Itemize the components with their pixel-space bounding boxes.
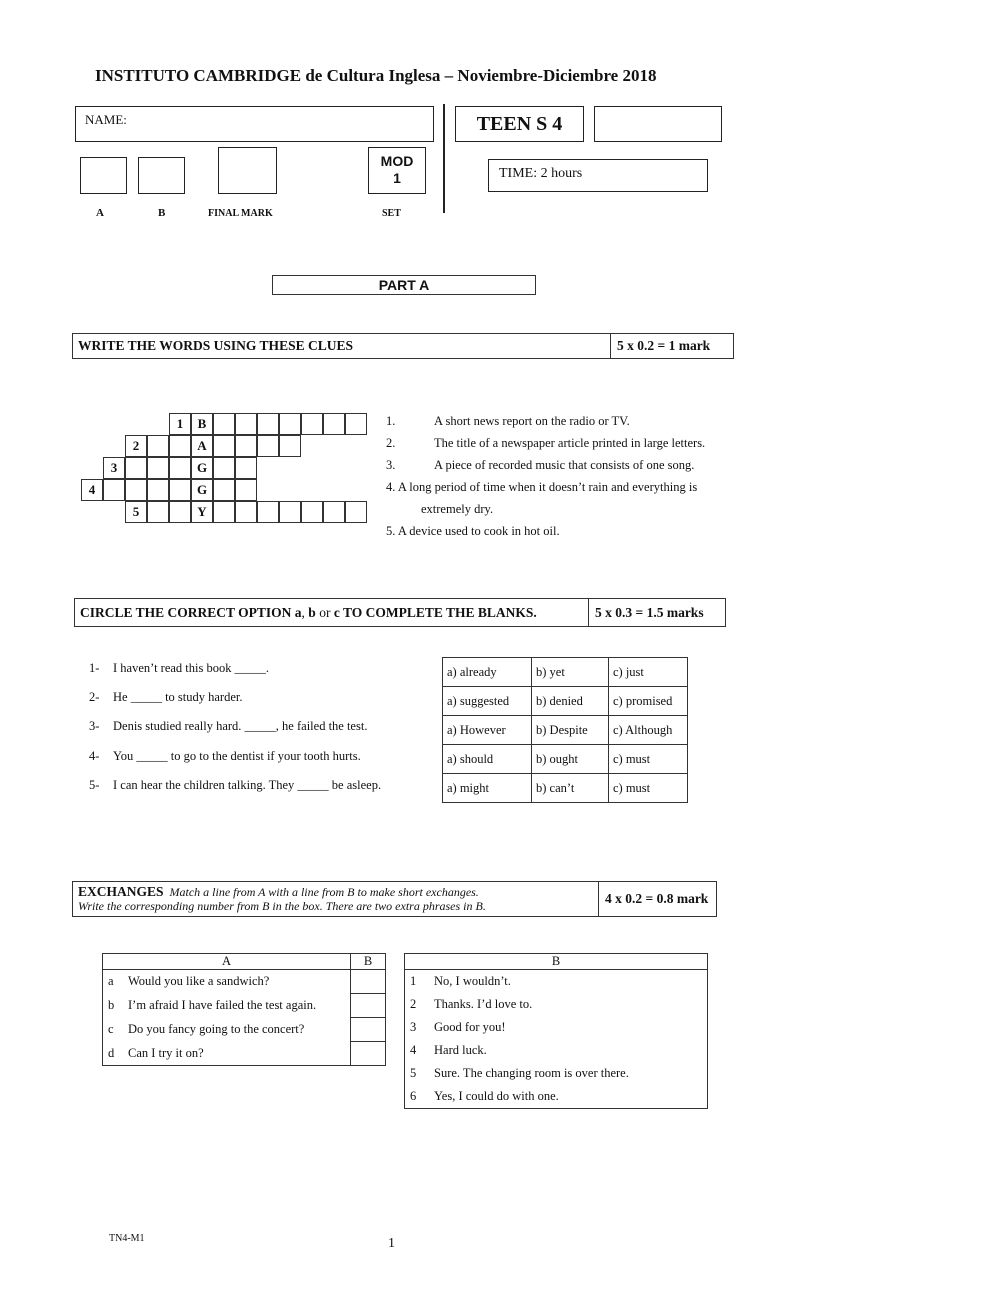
- exchange-a-row: [103, 994, 386, 1018]
- item-number: 4: [410, 1043, 417, 1057]
- item-letter: d: [108, 1045, 115, 1060]
- question-item: [89, 778, 381, 793]
- label-set: SET: [382, 208, 401, 219]
- exchange-b-row: [405, 1085, 708, 1109]
- t: c: [333, 605, 340, 620]
- options-table: [442, 657, 688, 803]
- t: TO COMPLETE THE BLANKS.: [339, 605, 537, 620]
- option-b[interactable]: b) Despite: [532, 716, 609, 745]
- crossword-cell[interactable]: [257, 413, 279, 435]
- name-field[interactable]: [75, 106, 434, 142]
- section1-marks: 5 x 0.2 = 1 mark: [617, 338, 711, 353]
- exchange-a-row: [103, 1042, 386, 1066]
- t: or: [315, 605, 334, 620]
- t: Write the corresponding number from B in the box. There are two extra phrases in B.: [78, 899, 486, 913]
- exchange-b-row: [405, 993, 708, 1016]
- part-heading: PART A: [272, 275, 536, 295]
- option-row: [443, 658, 688, 687]
- t: Match a line from A with a line from B to make short exchanges.: [169, 885, 479, 899]
- crossword-cell[interactable]: [125, 457, 147, 479]
- clue-text: extremely dry.: [421, 502, 494, 516]
- item-letter: b: [108, 998, 115, 1012]
- crossword-cell[interactable]: [213, 479, 235, 501]
- clue-item: [386, 414, 630, 429]
- question-number: 2-: [89, 690, 100, 705]
- question-text: I can hear the children talking. They _____ be asleep.: [113, 777, 382, 792]
- option-c[interactable]: c) must: [609, 774, 688, 803]
- question-number: 4-: [89, 748, 100, 763]
- section2-header: [74, 598, 726, 627]
- document-title: INSTITUTO CAMBRIDGE de Cultura Inglesa – Noviembre-Diciembre 2018: [95, 66, 657, 85]
- crossword-cell[interactable]: [235, 413, 257, 435]
- question-text: Denis studied really hard. _____, he failed the test.: [113, 719, 368, 734]
- crossword-cell[interactable]: [147, 435, 169, 457]
- option-a[interactable]: a) should: [443, 745, 532, 774]
- answer-box[interactable]: [351, 994, 386, 1018]
- option-b[interactable]: b) can’t: [532, 774, 609, 803]
- item-number: 5: [410, 1066, 417, 1080]
- section3-header: [72, 881, 717, 917]
- section2-marks: 5 x 0.3 = 1.5 marks: [595, 604, 704, 620]
- crossword-letter-cell: G: [191, 457, 213, 479]
- clue-number: 1.: [386, 414, 396, 428]
- exchange-b-row: [405, 1062, 708, 1085]
- crossword-cell[interactable]: [323, 413, 345, 435]
- crossword-cell[interactable]: [213, 413, 235, 435]
- question-number: 5-: [89, 777, 100, 792]
- section1-header: [72, 333, 734, 359]
- option-a[interactable]: a) suggested: [443, 687, 532, 716]
- col-b-title: B: [405, 954, 708, 970]
- crossword-cell[interactable]: [147, 501, 169, 523]
- question-text: I haven’t read this book _____.: [113, 661, 269, 675]
- item-letter: c: [108, 1022, 114, 1036]
- crossword-cell[interactable]: [235, 435, 257, 457]
- final-mark-box[interactable]: [218, 147, 277, 194]
- answer-box[interactable]: [351, 970, 386, 994]
- crossword-cell[interactable]: [169, 479, 191, 501]
- crossword-letter-cell: A: [191, 435, 213, 457]
- clue-item: [421, 502, 493, 517]
- mod-number: 1: [393, 170, 401, 186]
- option-c[interactable]: c) Although: [609, 716, 688, 745]
- option-a[interactable]: a) already: [443, 658, 532, 687]
- clue-text: A short news report on the radio or TV.: [434, 414, 630, 428]
- exchange-a-row: [103, 970, 386, 994]
- answer-box[interactable]: [351, 1042, 386, 1066]
- clue-text: The title of a newspaper article printed in large letters.: [434, 436, 706, 450]
- section1-title: WRITE THE WORDS USING THESE CLUES: [73, 334, 611, 358]
- crossword-letter-cell: Y: [191, 501, 213, 523]
- level-box: TEEN S 4: [455, 106, 584, 142]
- crossword-cell[interactable]: [147, 479, 169, 501]
- mark-b-box[interactable]: [138, 157, 185, 194]
- option-row: [443, 716, 688, 745]
- col-a-head: A: [103, 954, 351, 970]
- question-number: 1-: [89, 661, 100, 675]
- option-b[interactable]: b) yet: [532, 658, 609, 687]
- exchange-b-row: [405, 1039, 708, 1062]
- section2-title: [75, 599, 589, 626]
- column-b-table: [404, 953, 708, 1109]
- footer-code: TN4-M1: [109, 1233, 145, 1244]
- mark-a-box[interactable]: [80, 157, 127, 194]
- crossword-cell[interactable]: [301, 501, 323, 523]
- crossword-cell[interactable]: [301, 413, 323, 435]
- item-text: I’m afraid I have failed the test again.: [123, 994, 351, 1018]
- option-b[interactable]: b) ought: [532, 745, 609, 774]
- crossword-cell[interactable]: [169, 501, 191, 523]
- crossword-cell[interactable]: [213, 457, 235, 479]
- crossword-letter-cell: B: [191, 413, 213, 435]
- clue-text: A long period of time when it doesn’t rain and everything is: [397, 480, 698, 494]
- item-text: Hard luck.: [434, 1043, 487, 1057]
- exchange-b-row: [405, 1016, 708, 1039]
- clue-number: 2.: [386, 436, 396, 450]
- crossword-cell[interactable]: [257, 501, 279, 523]
- t: ,: [301, 605, 309, 620]
- section3-marks: 4 x 0.2 = 0.8 mark: [605, 891, 709, 906]
- page-number: 1: [388, 1236, 395, 1251]
- crossword-cell[interactable]: [345, 413, 367, 435]
- item-number: 1: [410, 974, 417, 988]
- clue-text: A piece of recorded music that consists of one song.: [434, 458, 695, 472]
- item-number: 2: [410, 997, 417, 1011]
- option-a[interactable]: a) might: [443, 774, 532, 803]
- item-text: Would you like a sandwich?: [123, 970, 351, 994]
- question-text: You _____ to go to the dentist if your tooth hurts.: [113, 748, 361, 763]
- crossword-letter-cell: G: [191, 479, 213, 501]
- option-a[interactable]: a) However: [443, 716, 532, 745]
- blank-box: [594, 106, 722, 142]
- crossword-cell[interactable]: [103, 479, 125, 501]
- crossword-cell[interactable]: [213, 435, 235, 457]
- crossword-cell[interactable]: [125, 479, 147, 501]
- clue-number: 4.: [386, 480, 396, 494]
- crossword-cell[interactable]: [147, 457, 169, 479]
- option-b[interactable]: b) denied: [532, 687, 609, 716]
- clue-item: [386, 458, 694, 473]
- crossword-cell[interactable]: [235, 501, 257, 523]
- option-c[interactable]: c) promised: [609, 687, 688, 716]
- set-box: [368, 147, 426, 194]
- clue-number: 3.: [386, 458, 396, 472]
- crossword-cell[interactable]: [257, 435, 279, 457]
- item-number: 3: [410, 1020, 417, 1034]
- question-item: [89, 719, 367, 734]
- crossword-number-cell: 4: [81, 479, 103, 501]
- mod-label: MOD: [380, 153, 414, 169]
- column-a-table: [102, 953, 386, 1066]
- label-b: B: [158, 207, 166, 219]
- crossword-cell[interactable]: [345, 501, 367, 523]
- exchange-a-row: [103, 1018, 386, 1042]
- label-a: A: [96, 207, 104, 219]
- item-text: No, I wouldn’t.: [434, 974, 511, 988]
- exchange-b-row: [405, 970, 708, 994]
- option-c[interactable]: c) must: [609, 745, 688, 774]
- name-label: NAME:: [85, 112, 127, 127]
- section3-title: [73, 882, 599, 916]
- item-letter: a: [108, 974, 114, 989]
- question-text: He _____ to study harder.: [113, 690, 243, 705]
- answer-box[interactable]: [351, 1018, 386, 1042]
- crossword-cell[interactable]: [279, 501, 301, 523]
- question-number: 3-: [89, 719, 100, 734]
- crossword-number-cell: 3: [103, 457, 125, 479]
- crossword-cell[interactable]: [169, 457, 191, 479]
- col-b-head: B: [351, 954, 386, 970]
- item-number: 6: [410, 1089, 417, 1103]
- item-text: Can I try it on?: [123, 1042, 351, 1066]
- option-row: [443, 774, 688, 803]
- clue-number: 5.: [386, 524, 396, 538]
- crossword-number-cell: 5: [125, 501, 147, 523]
- t: a: [294, 605, 302, 620]
- clue-item: [386, 524, 560, 539]
- crossword-number-cell: 1: [169, 413, 191, 435]
- item-text: Thanks. I’d love to.: [434, 997, 533, 1011]
- item-text: Yes, I could do with one.: [434, 1089, 559, 1103]
- item-text: Sure. The changing room is over there.: [434, 1066, 629, 1080]
- divider: [443, 104, 445, 213]
- question-item: [89, 749, 361, 764]
- question-item: [89, 661, 269, 676]
- crossword-cell[interactable]: [235, 479, 257, 501]
- crossword-cell[interactable]: [279, 435, 301, 457]
- clue-item: [386, 436, 705, 451]
- t: CIRCLE THE CORRECT OPTION: [80, 605, 295, 620]
- crossword-cell[interactable]: [279, 413, 301, 435]
- time-box: [488, 159, 708, 192]
- label-final-mark: FINAL MARK: [208, 208, 273, 219]
- question-item: [89, 690, 243, 705]
- crossword-number-cell: 2: [125, 435, 147, 457]
- option-row: [443, 687, 688, 716]
- item-text: Good for you!: [434, 1020, 506, 1034]
- t: EXCHANGES: [78, 884, 164, 899]
- crossword-cell[interactable]: [169, 435, 191, 457]
- option-c[interactable]: c) just: [609, 658, 688, 687]
- crossword-cell[interactable]: [323, 501, 345, 523]
- clue-text: A device used to cook in hot oil.: [397, 524, 560, 538]
- option-row: [443, 745, 688, 774]
- crossword-cell[interactable]: [213, 501, 235, 523]
- t: b: [308, 605, 316, 620]
- clue-item: [386, 480, 697, 495]
- time-label: TIME: 2 hours: [499, 166, 583, 181]
- crossword-cell[interactable]: [235, 457, 257, 479]
- item-text: Do you fancy going to the concert?: [123, 1018, 351, 1042]
